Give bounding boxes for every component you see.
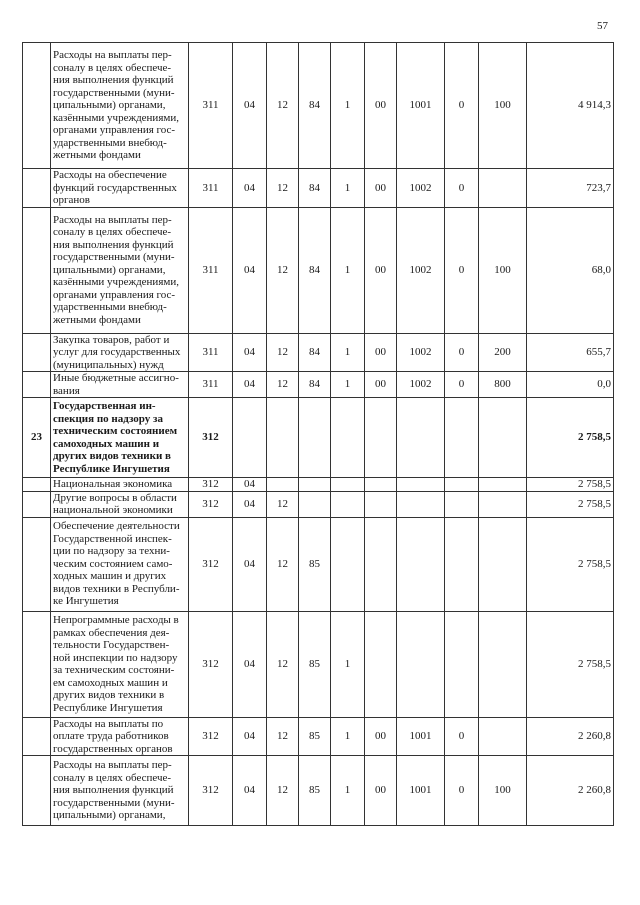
ministry-code-cell: 311	[189, 207, 233, 333]
direction-code-cell	[397, 491, 445, 517]
row-number-cell	[23, 478, 51, 492]
row-number-cell	[23, 333, 51, 372]
event-code-cell: 00	[365, 169, 397, 208]
subsection-code-cell	[267, 478, 299, 492]
item-name-cell: Национальная экономика	[51, 478, 189, 492]
program-code-cell: 84	[299, 169, 331, 208]
direction-code-cell	[397, 517, 445, 611]
item-name-cell: Обеспечение деятельности Государственной инспек- ции по надзору за техни- ческим состоянием само- ходных машин и других видов техники в Республи- ке Ингушетия	[51, 517, 189, 611]
program-code-cell: 85	[299, 717, 331, 756]
amount-cell: 2 758,5	[527, 517, 614, 611]
extra-code-cell	[445, 478, 479, 492]
expense-type-code-cell: 800	[479, 372, 527, 398]
amount-cell: 2 758,5	[527, 611, 614, 717]
direction-code-cell	[397, 611, 445, 717]
subprogram-code-cell	[331, 478, 365, 492]
extra-code-cell: 0	[445, 169, 479, 208]
table-row	[23, 491, 614, 517]
subsection-code-cell: 12	[267, 43, 299, 169]
item-name-cell: Непрограммные расходы в рамках обеспечения дея- тельности Государствен- ной инспекции по надзору за техническим состояни- ем самоходных машин и других видов техники в Республике Ингушетия	[51, 611, 189, 717]
subprogram-code-cell: 1	[331, 756, 365, 826]
table-row	[23, 611, 614, 717]
amount-cell: 723,7	[527, 169, 614, 208]
section-code-cell: 04	[233, 491, 267, 517]
event-code-cell	[365, 491, 397, 517]
subsection-code-cell	[267, 398, 299, 478]
direction-code-cell: 1002	[397, 333, 445, 372]
event-code-cell: 00	[365, 333, 397, 372]
direction-code-cell: 1002	[397, 207, 445, 333]
subprogram-code-cell	[331, 491, 365, 517]
program-code-cell	[299, 398, 331, 478]
event-code-cell	[365, 517, 397, 611]
row-number-cell	[23, 491, 51, 517]
row-number-cell: 23	[23, 398, 51, 478]
row-number-cell	[23, 372, 51, 398]
direction-code-cell: 1001	[397, 756, 445, 826]
section-code-cell: 04	[233, 756, 267, 826]
program-code-cell: 84	[299, 333, 331, 372]
row-number-cell	[23, 207, 51, 333]
ministry-code-cell: 312	[189, 717, 233, 756]
event-code-cell	[365, 611, 397, 717]
section-code-cell: 04	[233, 333, 267, 372]
table-row	[23, 372, 614, 398]
expense-type-code-cell: 100	[479, 207, 527, 333]
section-code-cell: 04	[233, 169, 267, 208]
expense-type-code-cell	[479, 491, 527, 517]
ministry-code-cell: 312	[189, 756, 233, 826]
table-row	[23, 207, 614, 333]
event-code-cell: 00	[365, 207, 397, 333]
subprogram-code-cell	[331, 517, 365, 611]
event-code-cell	[365, 398, 397, 478]
extra-code-cell: 0	[445, 43, 479, 169]
extra-code-cell: 0	[445, 756, 479, 826]
amount-cell: 2 758,5	[527, 398, 614, 478]
ministry-code-cell: 312	[189, 611, 233, 717]
subsection-code-cell: 12	[267, 756, 299, 826]
program-code-cell: 85	[299, 517, 331, 611]
expense-type-code-cell: 100	[479, 756, 527, 826]
section-code-cell: 04	[233, 207, 267, 333]
item-name-cell: Закупка товаров, работ и услуг для государственных (муниципальных) нужд	[51, 333, 189, 372]
table-row	[23, 478, 614, 492]
table-row	[23, 517, 614, 611]
program-code-cell: 84	[299, 207, 331, 333]
section-code-cell	[233, 398, 267, 478]
section-code-cell: 04	[233, 517, 267, 611]
row-number-cell	[23, 756, 51, 826]
subsection-code-cell: 12	[267, 372, 299, 398]
subsection-code-cell: 12	[267, 517, 299, 611]
program-code-cell: 85	[299, 611, 331, 717]
extra-code-cell: 0	[445, 372, 479, 398]
ministry-code-cell: 312	[189, 491, 233, 517]
expense-type-code-cell	[479, 169, 527, 208]
subprogram-code-cell: 1	[331, 43, 365, 169]
direction-code-cell: 1001	[397, 717, 445, 756]
item-name-cell: Расходы на выплаты пер- соналу в целях обеспече- ния выполнения функций государственными (муни- ципальными) органами, казёнными учреждениями, органами управления гос- ударственными внебюд- жетными фондами	[51, 43, 189, 169]
amount-cell: 2 758,5	[527, 478, 614, 492]
ministry-code-cell: 312	[189, 517, 233, 611]
event-code-cell: 00	[365, 717, 397, 756]
page-number: 57	[597, 20, 608, 32]
item-name-cell: Расходы на обеспечение функций государственных органов	[51, 169, 189, 208]
expense-type-code-cell	[479, 717, 527, 756]
amount-cell: 68,0	[527, 207, 614, 333]
section-code-cell: 04	[233, 717, 267, 756]
ministry-code-cell: 311	[189, 372, 233, 398]
table-row	[23, 333, 614, 372]
row-number-cell	[23, 611, 51, 717]
extra-code-cell: 0	[445, 333, 479, 372]
item-name-cell: Расходы на выплаты по оплате труда работников государственных органов	[51, 717, 189, 756]
subsection-code-cell: 12	[267, 207, 299, 333]
amount-cell: 2 758,5	[527, 491, 614, 517]
program-code-cell	[299, 478, 331, 492]
program-code-cell	[299, 491, 331, 517]
subsection-code-cell: 12	[267, 717, 299, 756]
row-number-cell	[23, 717, 51, 756]
row-number-cell	[23, 169, 51, 208]
ministry-code-cell: 312	[189, 478, 233, 492]
extra-code-cell: 0	[445, 207, 479, 333]
section-code-cell: 04	[233, 372, 267, 398]
direction-code-cell: 1001	[397, 43, 445, 169]
extra-code-cell: 0	[445, 717, 479, 756]
item-name-cell: Другие вопросы в области национальной экономики	[51, 491, 189, 517]
amount-cell: 4 914,3	[527, 43, 614, 169]
event-code-cell	[365, 478, 397, 492]
subsection-code-cell: 12	[267, 169, 299, 208]
subprogram-code-cell: 1	[331, 169, 365, 208]
ministry-code-cell: 311	[189, 43, 233, 169]
subprogram-code-cell: 1	[331, 717, 365, 756]
amount-cell: 0,0	[527, 372, 614, 398]
subsection-code-cell: 12	[267, 611, 299, 717]
direction-code-cell: 1002	[397, 372, 445, 398]
ministry-code-cell: 312	[189, 398, 233, 478]
amount-cell: 2 260,8	[527, 717, 614, 756]
item-name-cell: Расходы на выплаты пер- соналу в целях обеспече- ния выполнения функций государственными (муни- ципальными) органами,	[51, 756, 189, 826]
expense-type-code-cell	[479, 398, 527, 478]
section-code-cell: 04	[233, 478, 267, 492]
section-code-cell: 04	[233, 611, 267, 717]
direction-code-cell	[397, 478, 445, 492]
table-body	[23, 43, 614, 826]
expense-type-code-cell	[479, 517, 527, 611]
direction-code-cell: 1002	[397, 169, 445, 208]
subprogram-code-cell: 1	[331, 372, 365, 398]
budget-table	[22, 42, 614, 826]
table-row	[23, 398, 614, 478]
subprogram-code-cell	[331, 398, 365, 478]
amount-cell: 655,7	[527, 333, 614, 372]
direction-code-cell	[397, 398, 445, 478]
ministry-code-cell: 311	[189, 333, 233, 372]
event-code-cell: 00	[365, 756, 397, 826]
table-row	[23, 756, 614, 826]
extra-code-cell	[445, 491, 479, 517]
ministry-code-cell: 311	[189, 169, 233, 208]
program-code-cell: 84	[299, 372, 331, 398]
event-code-cell: 00	[365, 43, 397, 169]
item-name-cell: Государственная ин- спекция по надзору за техническим состоянием самоходных машин и других видов техники в Республике Ингушетия	[51, 398, 189, 478]
subprogram-code-cell: 1	[331, 333, 365, 372]
expense-type-code-cell: 200	[479, 333, 527, 372]
expense-type-code-cell	[479, 478, 527, 492]
subsection-code-cell: 12	[267, 333, 299, 372]
expense-type-code-cell	[479, 611, 527, 717]
item-name-cell: Расходы на выплаты пер- соналу в целях обеспече- ния выполнения функций государственными (муни- ципальными) органами, казёнными учреждениями, органами управления гос- ударственными внебюд- жетными фондами	[51, 207, 189, 333]
program-code-cell: 85	[299, 756, 331, 826]
expense-type-code-cell: 100	[479, 43, 527, 169]
row-number-cell	[23, 517, 51, 611]
table-row	[23, 43, 614, 169]
amount-cell: 2 260,8	[527, 756, 614, 826]
row-number-cell	[23, 43, 51, 169]
table-row	[23, 169, 614, 208]
subprogram-code-cell: 1	[331, 207, 365, 333]
subsection-code-cell: 12	[267, 491, 299, 517]
event-code-cell: 00	[365, 372, 397, 398]
extra-code-cell	[445, 398, 479, 478]
extra-code-cell	[445, 611, 479, 717]
table-row	[23, 717, 614, 756]
subprogram-code-cell: 1	[331, 611, 365, 717]
item-name-cell: Иные бюджетные ассигно- вания	[51, 372, 189, 398]
program-code-cell: 84	[299, 43, 331, 169]
section-code-cell: 04	[233, 43, 267, 169]
extra-code-cell	[445, 517, 479, 611]
